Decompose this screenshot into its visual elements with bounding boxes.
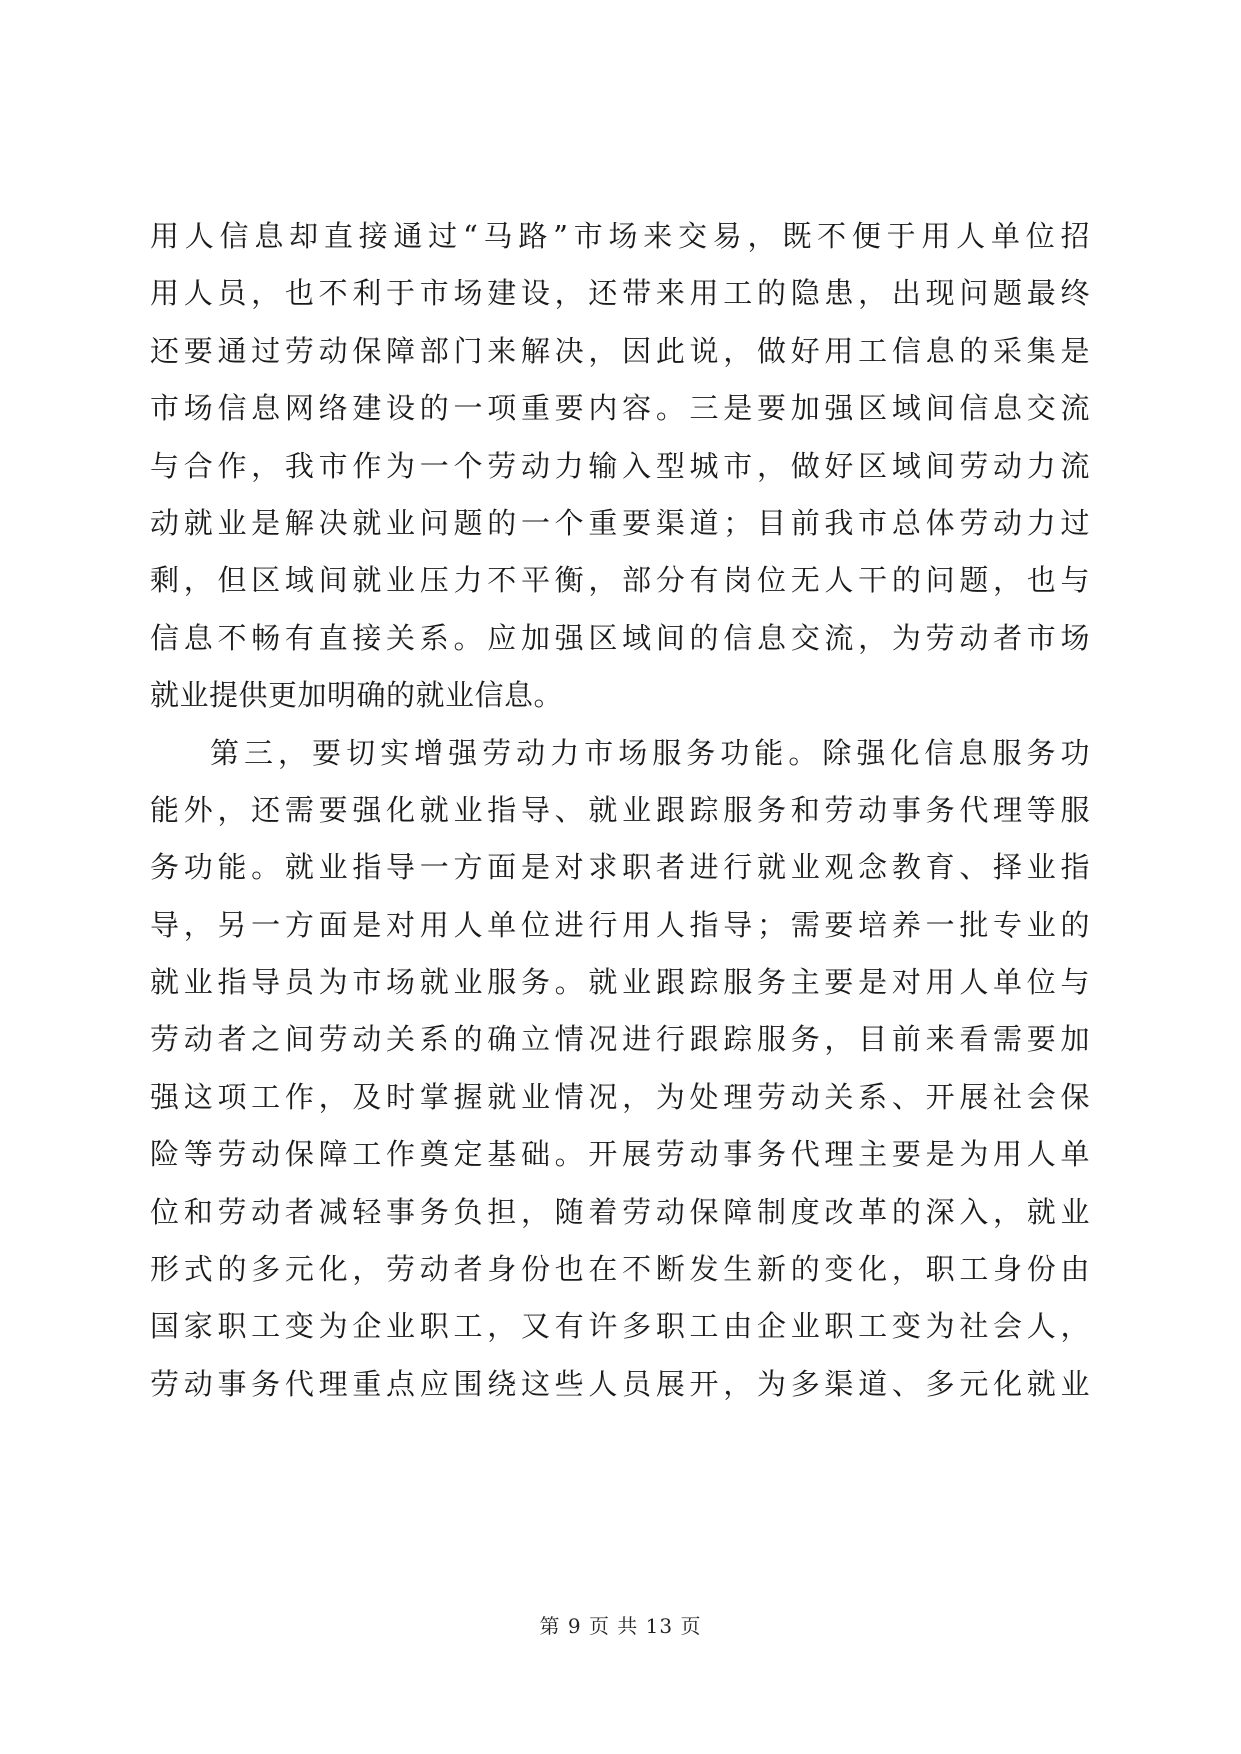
document-body — [150, 208, 1090, 1413]
text-line: 位和劳动者减轻事务负担，随着劳动保障制度改革的深入，就业 — [150, 1194, 1090, 1229]
text-line: 务功能。就业指导一方面是对求职者进行就业观念教育、择业指 — [150, 850, 1090, 885]
text-line: 第三，要切实增强劳动力市场服务功能。除强化信息服务功 — [210, 735, 1090, 770]
text-line: 用人员，也不利于市场建设，还带来用工的隐患，出现问题最终 — [150, 276, 1090, 311]
text-line: 市场信息网络建设的一项重要内容。三是要加强区域间信息交流 — [150, 391, 1090, 426]
text-line: 劳动事务代理重点应围绕这些人员展开，为多渠道、多元化就业 — [150, 1366, 1090, 1401]
text-line: 就业提供更加明确的就业信息。 — [150, 678, 564, 713]
text-line: 劳动者之间劳动关系的确立情况进行跟踪服务，目前来看需要加 — [150, 1022, 1090, 1057]
page-number-footer: 第 9 页 共 13 页 — [539, 1614, 702, 1638]
text-line: 信息不畅有直接关系。应加强区域间的信息交流，为劳动者市场 — [150, 620, 1090, 655]
text-line: 就业指导员为市场就业服务。就业跟踪服务主要是对用人单位与 — [150, 965, 1090, 1000]
text-line: 动就业是解决就业问题的一个重要渠道；目前我市总体劳动力过 — [150, 505, 1090, 540]
text-line: 导，另一方面是对用人单位进行用人指导；需要培养一批专业的 — [150, 907, 1090, 942]
text-line: 能外，还需要强化就业指导、就业跟踪服务和劳动事务代理等服 — [150, 792, 1090, 827]
paragraph-1 — [150, 208, 1090, 725]
text-line: 剩，但区域间就业压力不平衡，部分有岗位无人干的问题，也与 — [150, 563, 1090, 598]
text-line: 还要通过劳动保障部门来解决，因此说，做好用工信息的采集是 — [150, 333, 1090, 368]
paragraph-2 — [150, 725, 1090, 1414]
text-line: 形式的多元化，劳动者身份也在不断发生新的变化，职工身份由 — [150, 1252, 1090, 1287]
text-line: 强这项工作，及时掌握就业情况，为处理劳动关系、开展社会保 — [150, 1079, 1090, 1114]
text-line: 与合作，我市作为一个劳动力输入型城市，做好区域间劳动力流 — [150, 448, 1090, 483]
text-line: 国家职工变为企业职工，又有许多职工由企业职工变为社会人， — [150, 1309, 1090, 1344]
text-line: 用人信息却直接通过“马路”市场来交易，既不便于用人单位招 — [150, 219, 1090, 253]
text-line: 险等劳动保障工作奠定基础。开展劳动事务代理主要是为用人单 — [150, 1137, 1090, 1172]
